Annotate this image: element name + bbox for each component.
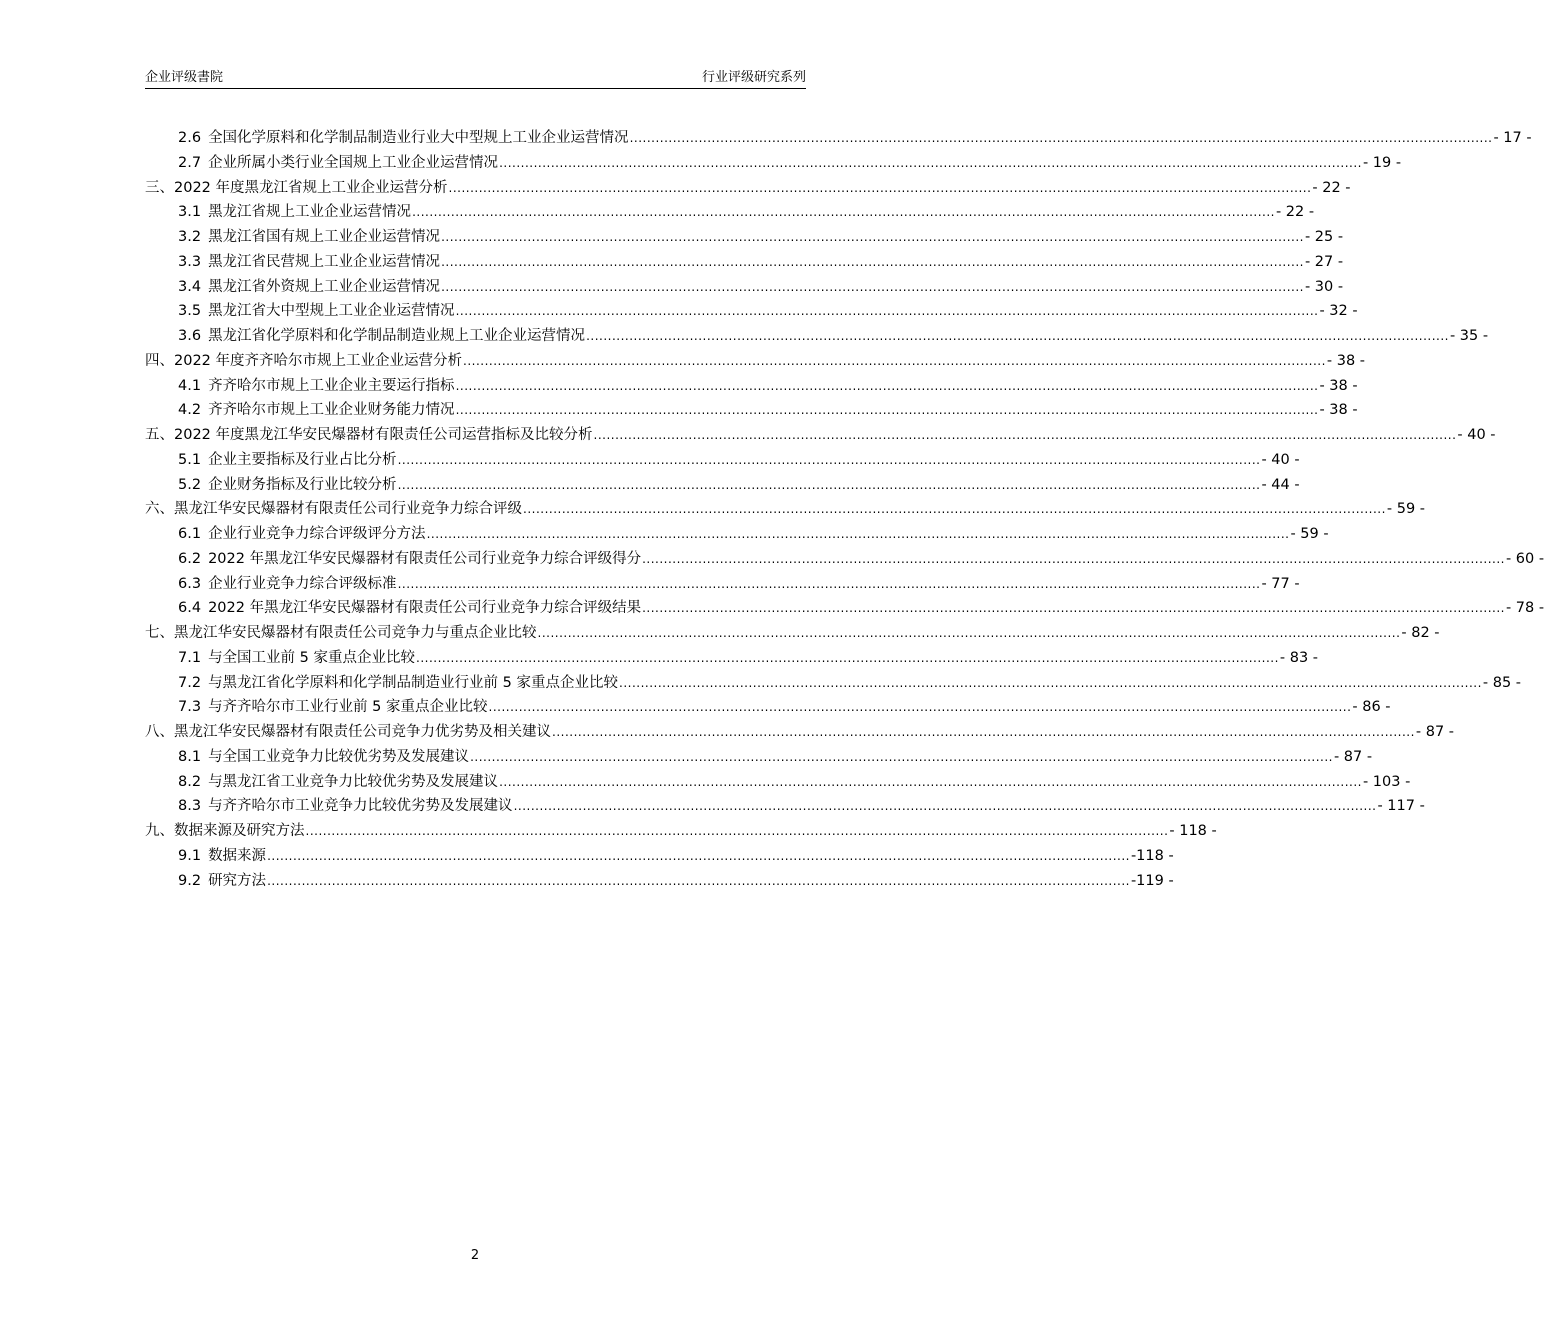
- toc-entry-number: 6.3: [178, 575, 202, 592]
- toc-entry-page: -118 -: [1130, 847, 1174, 864]
- toc-entry-number: 3.1: [178, 204, 202, 221]
- toc-entry[interactable]: [145, 324, 1489, 349]
- toc-entry-title: 黑龙江省化学原料和化学制品制造业规上工业企业运营情况: [208, 328, 586, 344]
- toc-entry[interactable]: [145, 349, 1366, 374]
- toc-leader-dots: ........................................................................................................................................................................................................: [397, 452, 1261, 467]
- toc-entry[interactable]: [145, 398, 1358, 423]
- toc-entry-page: - 60 -: [1505, 550, 1544, 567]
- toc-entry-page: - 17 -: [1493, 130, 1532, 146]
- header-right-title: 行业评级研究系列: [701, 70, 806, 85]
- toc-entry[interactable]: [145, 374, 1358, 399]
- toc-entry[interactable]: [145, 299, 1358, 324]
- toc-entry-number: 8.1: [178, 748, 202, 765]
- toc-entry[interactable]: [145, 646, 1319, 671]
- toc-entry-number: 5.2: [178, 476, 202, 493]
- toc-leader-dots: ........................................................................................................................................................................................................: [629, 131, 1493, 145]
- toc-entry[interactable]: [145, 572, 1300, 597]
- toc-entry-title: 企业行业竞争力综合评级评分方法: [208, 526, 426, 542]
- toc-entry[interactable]: [145, 869, 1174, 894]
- toc-entry-title: 五、2022 年度黑龙江华安民爆器材有限责任公司运营指标及比较分析: [145, 427, 593, 443]
- toc-entry-title: 九、数据来源及研究方法: [145, 823, 305, 839]
- toc-leader-dots: ........................................................................................................................................................................................................: [499, 155, 1362, 170]
- toc-entry-page: - 40 -: [1261, 451, 1300, 468]
- toc-entry-number: 6.2: [178, 550, 202, 567]
- toc-entry[interactable]: [145, 720, 1455, 745]
- header-left-title: 企业评级書院: [145, 70, 224, 85]
- toc-entry[interactable]: [145, 745, 1373, 770]
- toc-entry[interactable]: [145, 200, 1315, 225]
- toc-entry-title: 全国化学原料和化学制品制造业行业大中型规上工业企业运营情况: [208, 130, 629, 146]
- toc-entry-page: - 38 -: [1319, 377, 1358, 394]
- toc-entry-number: 3.5: [178, 303, 202, 320]
- toc-leader-dots: ........................................................................................................................................................................................................: [448, 180, 1312, 195]
- toc-entry-title: 与全国工业前 5 家重点企业比较: [208, 649, 416, 666]
- toc-entry-page: - 59 -: [1290, 526, 1329, 542]
- toc-entry-page: - 38 -: [1326, 352, 1366, 369]
- toc-leader-dots: ........................................................................................................................................................................................................: [642, 601, 1505, 616]
- toc-entry-page: - 32 -: [1319, 303, 1358, 320]
- toc-entry-page: - 103 -: [1362, 773, 1411, 790]
- toc-entry-page: - 117 -: [1377, 798, 1425, 815]
- toc-entry-page: - 22 -: [1312, 179, 1351, 196]
- toc-entry-title: 八、黑龙江华安民爆器材有限责任公司竞争力优劣势及相关建议: [145, 724, 551, 740]
- toc-entry[interactable]: [145, 621, 1440, 646]
- toc-leader-dots: ........................................................................................................................................................................................................: [499, 774, 1362, 789]
- toc-entry[interactable]: [145, 126, 1532, 151]
- toc-leader-dots: ........................................................................................................................................................................................................: [537, 626, 1401, 640]
- toc-entry-title: 齐齐哈尔市规上工业企业财务能力情况: [208, 402, 455, 419]
- toc-leader-dots: ........................................................................................................................................................................................................: [412, 205, 1275, 220]
- toc-leader-dots: ........................................................................................................................................................................................................: [455, 403, 1319, 418]
- toc-entry-title: 2022 年黑龙江华安民爆器材有限责任公司行业竞争力综合评级得分: [208, 550, 642, 567]
- toc-entry-number: 6.1: [178, 526, 202, 542]
- toc-entry-number: 9.2: [178, 872, 202, 889]
- toc-entry-page: - 27 -: [1304, 253, 1344, 270]
- toc-entry-page: -119 -: [1130, 872, 1174, 889]
- toc-leader-dots: ........................................................................................................................................................................................................: [426, 527, 1290, 541]
- toc-entry[interactable]: [145, 497, 1426, 522]
- toc-entry-number: 2.7: [178, 154, 202, 171]
- toc-entry-number: 6.4: [178, 600, 202, 617]
- toc-entry-number: 3.3: [178, 253, 202, 270]
- toc-entry-title: 黑龙江省民营规上工业企业运营情况: [208, 253, 441, 270]
- toc-entry-number: 3.6: [178, 328, 202, 344]
- toc-leader-dots: ........................................................................................................................................................................................................: [305, 824, 1169, 838]
- toc-entry-page: - 77 -: [1261, 575, 1300, 592]
- toc-leader-dots: ........................................................................................................................................................................................................: [523, 502, 1386, 517]
- toc-leader-dots: ........................................................................................................................................................................................................: [513, 799, 1377, 814]
- toc-entry-title: 与全国工业竞争力比较优劣势及发展建议: [208, 748, 470, 765]
- toc-leader-dots: ........................................................................................................................................................................................................: [463, 353, 1326, 368]
- toc-leader-dots: ........................................................................................................................................................................................................: [455, 304, 1319, 319]
- toc-entry-page: - 87 -: [1415, 724, 1455, 740]
- toc-entry[interactable]: [145, 225, 1344, 250]
- toc-entry-title: 企业财务指标及行业比较分析: [208, 476, 397, 493]
- toc-entry-page: - 85 -: [1482, 674, 1522, 691]
- toc-entry[interactable]: [145, 176, 1351, 201]
- toc-entry[interactable]: [145, 671, 1522, 696]
- toc-leader-dots: ........................................................................................................................................................................................................: [441, 254, 1304, 269]
- toc-entry-number: 3.2: [178, 229, 202, 245]
- toc-entry-title: 六、黑龙江华安民爆器材有限责任公司行业竞争力综合评级: [145, 501, 522, 518]
- toc-entry-title: 2022 年黑龙江华安民爆器材有限责任公司行业竞争力综合评级结果: [208, 600, 642, 617]
- toc-entry-title: 与黑龙江省工业竞争力比较优劣势及发展建议: [208, 773, 499, 790]
- toc-entry-number: 8.3: [178, 798, 202, 815]
- toc-leader-dots: ........................................................................................................................................................................................................: [593, 428, 1457, 442]
- toc-leader-dots: ........................................................................................................................................................................................................: [619, 675, 1482, 690]
- toc-entry-number: 2.6: [178, 130, 202, 146]
- toc-entry-page: - 82 -: [1401, 625, 1440, 641]
- toc-entry-title: 四、2022 年度齐齐哈尔市规上工业企业运营分析: [145, 352, 463, 369]
- toc-leader-dots: ........................................................................................................................................................................................................: [416, 650, 1279, 665]
- toc-entry[interactable]: [145, 819, 1217, 844]
- toc-leader-dots: ........................................................................................................................................................................................................: [267, 848, 1130, 863]
- toc-leader-dots: ........................................................................................................................................................................................................: [267, 873, 1130, 888]
- toc-entry[interactable]: [145, 275, 1344, 300]
- toc-entry-title: 黑龙江省外资规上工业企业运营情况: [208, 278, 441, 295]
- toc-entry[interactable]: [145, 448, 1300, 473]
- page-number: 2: [470, 1248, 480, 1263]
- toc-leader-dots: ........................................................................................................................................................................................................: [470, 749, 1333, 764]
- toc-entry-number: 7.2: [178, 674, 202, 691]
- toc-entry-title: 企业主要指标及行业占比分析: [208, 451, 397, 468]
- toc-entry-page: - 59 -: [1386, 501, 1426, 518]
- toc-entry-page: - 30 -: [1304, 278, 1344, 295]
- toc-entry-title: 黑龙江省国有规上工业企业运营情况: [208, 229, 441, 245]
- toc-entry[interactable]: [145, 522, 1329, 547]
- toc-entry-page: - 22 -: [1275, 204, 1315, 221]
- toc-entry-page: - 19 -: [1362, 154, 1402, 171]
- toc-entry-title: 企业所属小类行业全国规上工业企业运营情况: [208, 154, 499, 171]
- toc-entry-page: - 25 -: [1304, 229, 1344, 245]
- toc-entry-page: - 40 -: [1457, 427, 1496, 443]
- toc-entry-title: 与黑龙江省化学原料和化学制品制造业行业前 5 家重点企业比较: [208, 674, 619, 691]
- toc-leader-dots: ........................................................................................................................................................................................................: [488, 700, 1352, 715]
- toc-entry[interactable]: [145, 423, 1496, 448]
- toc-entry-page: - 86 -: [1352, 699, 1391, 716]
- toc-entry[interactable]: [145, 844, 1174, 869]
- toc-leader-dots: ........................................................................................................................................................................................................: [397, 576, 1261, 591]
- toc-entry-page: - 44 -: [1261, 476, 1300, 493]
- toc-entry-title: 与齐齐哈尔市工业行业前 5 家重点企业比较: [208, 699, 488, 716]
- toc-entry-title: 企业行业竞争力综合评级标准: [208, 575, 397, 592]
- toc-entry-page: - 118 -: [1169, 823, 1217, 839]
- toc-entry[interactable]: [145, 250, 1344, 275]
- toc-entry-title: 与齐齐哈尔市工业竞争力比较优劣势及发展建议: [208, 798, 513, 815]
- toc-entry-page: - 38 -: [1319, 402, 1358, 419]
- toc-entry-title: 数据来源: [208, 847, 267, 864]
- toc-leader-dots: ........................................................................................................................................................................................................: [552, 725, 1415, 739]
- page-header: [145, 66, 806, 89]
- toc-entry-number: 4.1: [178, 377, 202, 394]
- toc-leader-dots: ........................................................................................................................................................................................................: [455, 378, 1319, 393]
- toc-entry[interactable]: [145, 695, 1391, 720]
- toc-entry[interactable]: [145, 794, 1425, 819]
- toc-leader-dots: ........................................................................................................................................................................................................: [441, 230, 1304, 244]
- toc-entry[interactable]: [145, 770, 1411, 795]
- toc-entry-title: 黑龙江省大中型规上工业企业运营情况: [208, 303, 455, 320]
- toc-entry-page: - 87 -: [1333, 748, 1373, 765]
- toc-entry-title: 三、2022 年度黑龙江省规上工业企业运营分析: [145, 179, 448, 196]
- toc-entry[interactable]: [145, 151, 1402, 176]
- toc-entry-number: 9.1: [178, 847, 202, 864]
- toc-entry-page: - 35 -: [1449, 328, 1489, 344]
- toc-entry-number: 8.2: [178, 773, 202, 790]
- toc-entry-page: - 83 -: [1279, 649, 1319, 666]
- toc-entry[interactable]: [145, 473, 1300, 498]
- toc-entry-title: 齐齐哈尔市规上工业企业主要运行指标: [208, 377, 455, 394]
- toc-entry-title: 研究方法: [208, 872, 267, 889]
- toc-leader-dots: ........................................................................................................................................................................................................: [586, 329, 1449, 343]
- toc-leader-dots: ........................................................................................................................................................................................................: [441, 279, 1304, 294]
- toc-entry[interactable]: [145, 547, 1544, 572]
- toc-entry-number: 7.1: [178, 649, 202, 666]
- toc-entry-number: 3.4: [178, 278, 202, 295]
- toc-leader-dots: ........................................................................................................................................................................................................: [397, 477, 1261, 492]
- toc-entry-number: 5.1: [178, 451, 202, 468]
- table-of-contents: [145, 126, 1544, 893]
- toc-entry-number: 7.3: [178, 699, 202, 716]
- toc-entry-title: 七、黑龙江华安民爆器材有限责任公司竞争力与重点企业比较: [145, 625, 537, 641]
- toc-leader-dots: ........................................................................................................................................................................................................: [642, 551, 1505, 566]
- toc-entry[interactable]: [145, 596, 1544, 621]
- toc-entry-title: 黑龙江省规上工业企业运营情况: [208, 204, 412, 221]
- toc-entry-page: - 78 -: [1505, 600, 1544, 617]
- toc-entry-number: 4.2: [178, 402, 202, 419]
